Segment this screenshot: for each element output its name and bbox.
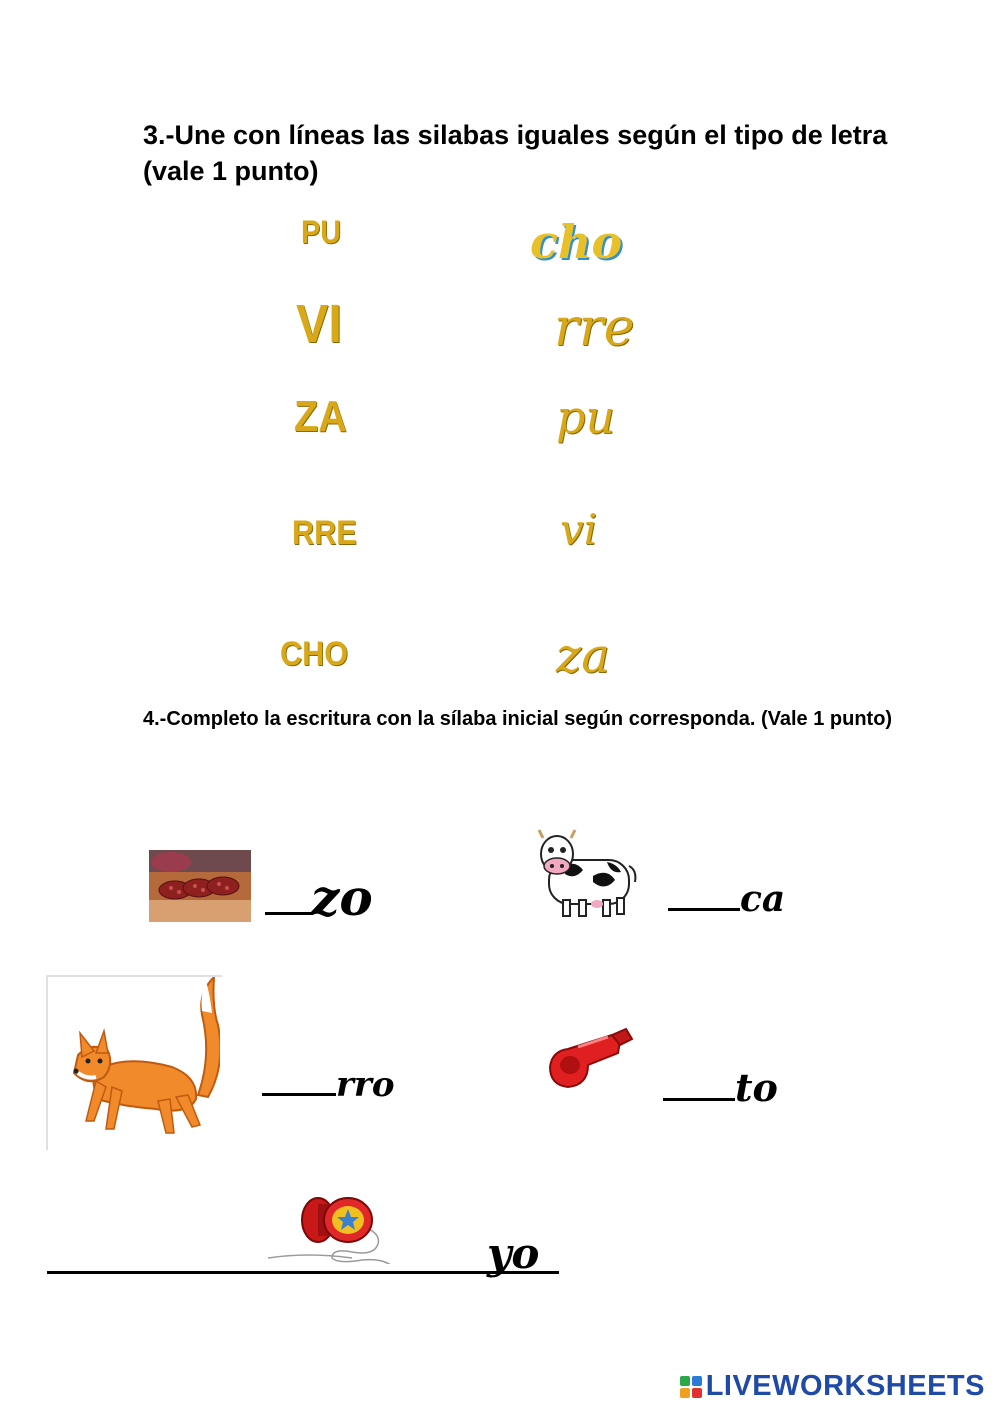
logo-grid-icon: [680, 1376, 702, 1398]
answer-chorizo: [265, 868, 373, 928]
whistle-picture: [548, 1025, 634, 1095]
answer-vaca: [668, 876, 785, 922]
answer-zorro: [262, 1063, 395, 1107]
yoyo-picture: [262, 1194, 398, 1264]
syllable-upper-cho: CHO: [280, 635, 349, 673]
logo-text: LIVEWORKSHEETS: [705, 1370, 985, 1402]
syllable-lower-vi: vi: [560, 505, 598, 554]
syllable-upper-vi: VI: [296, 294, 342, 354]
question-3-title: 3.-Une con líneas las silabas iguales según el tipo de letra (vale 1 punto): [143, 120, 888, 186]
syllable-lower-za: za: [556, 628, 610, 684]
syllable-lower-pu: pu: [556, 390, 616, 444]
syllable-upper-rre: RRE: [292, 514, 357, 552]
syllable-upper-pu: PU: [301, 214, 342, 250]
blank-yoyo[interactable]: [47, 1271, 559, 1274]
fox-picture: [46, 975, 222, 1150]
sausage-picture: [149, 850, 251, 922]
word-end-chorizo: zo: [311, 868, 373, 927]
syllable-upper-za: ZA: [294, 392, 347, 441]
question-4-title: 4.-Completo la escritura con la sílaba inicial según corresponda. (Vale 1 punto): [143, 708, 893, 730]
blank-pito[interactable]: [663, 1098, 735, 1101]
blank-zorro[interactable]: [262, 1093, 336, 1096]
word-end-yoyo: yo: [487, 1229, 540, 1278]
blank-chorizo[interactable]: [265, 912, 311, 915]
syllable-lower-rre: rre: [554, 298, 635, 358]
cow-picture: [535, 826, 639, 918]
blank-vaca[interactable]: [668, 908, 740, 911]
word-end-zorro: rro: [336, 1065, 395, 1105]
syllable-lower-cho: cho: [530, 215, 623, 269]
word-end-vaca: ca: [740, 878, 786, 920]
answer-pito: [663, 1064, 778, 1112]
liveworksheets-logo: [680, 1372, 985, 1401]
word-end-pito: to: [735, 1065, 778, 1110]
